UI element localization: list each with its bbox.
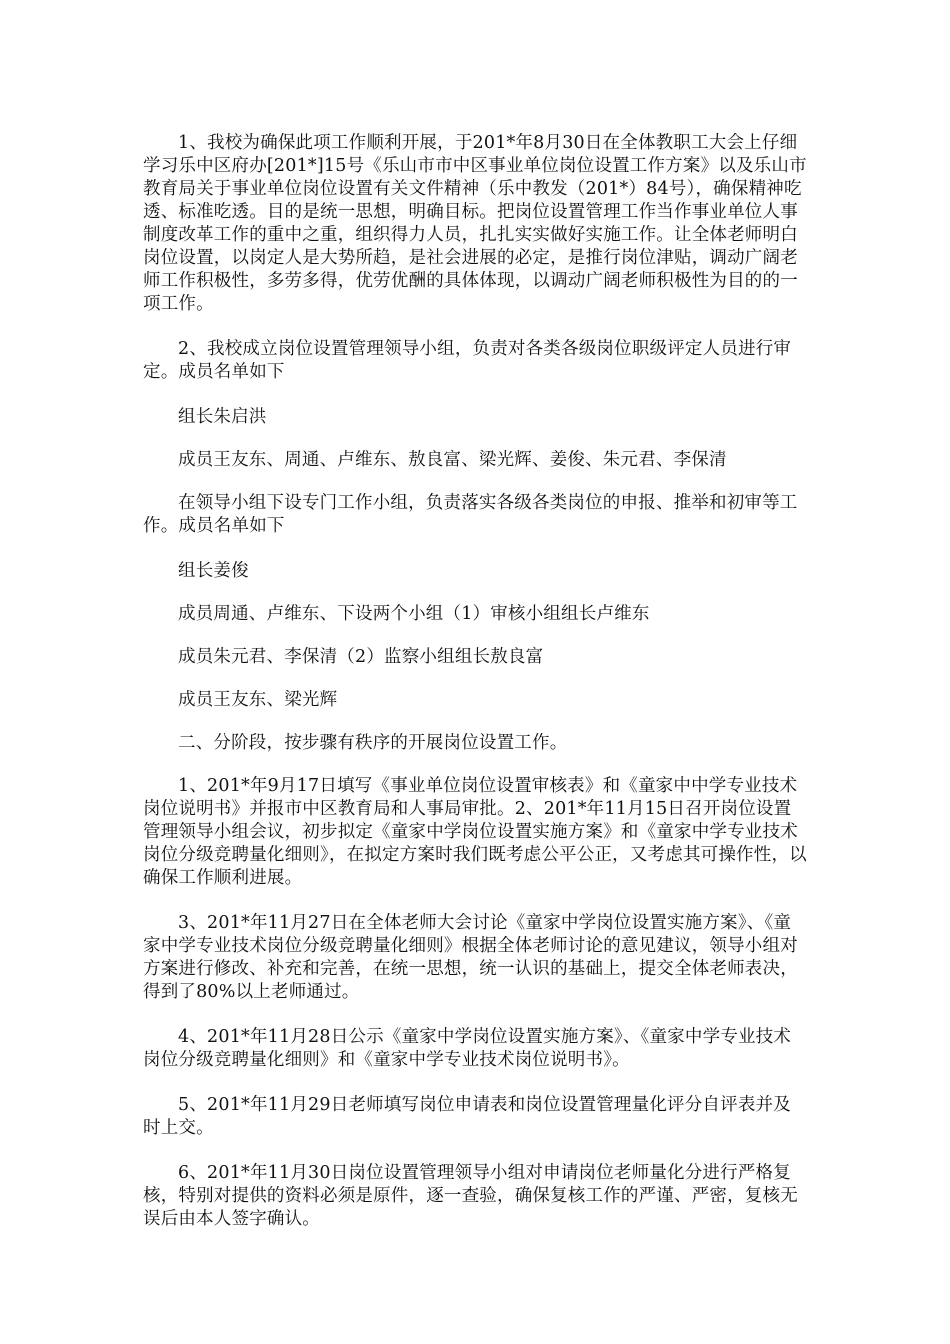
paragraph-5: 在领导小组下设专门工作小组，负责落实各级各类岗位的申报、推举和初审等工作。成员名单如下 [143, 493, 798, 536]
paragraph-13: 4、201*年11月28日公示《童家中学岗位设置实施方案》、《童家中学专业技术岗位分级竞聘量化细则》和《童家中学专业技术岗位说明书》。 [143, 1027, 792, 1070]
paragraph-6: 组长姜俊 [178, 561, 249, 581]
paragraph-3: 组长朱启洪 [178, 407, 267, 427]
paragraph-11: 1、201*年9月17日填写《事业单位岗位设置审核表》和《童家中中学专业技术岗位说明书》并报市中区教育局和人事局审批。2、201*年11月15日召开岗位设置管理领导小组会议，初步拟定《童家中学岗位设置实施方案》和《童家中学专业技术岗位分级竞聘量化细则》，在拟定方案时我们既考虑公平公正，又考虑其可操作性，以确保工作顺利进展。 [143, 776, 807, 888]
paragraph-2: 2、我校成立岗位设置管理领导小组，负责对各类各级岗位职级评定人员进行审定。成员名单如下 [143, 339, 792, 382]
paragraph-4: 成员王友东、周通、卢维东、敖良富、梁光辉、姜俊、朱元君、李保清 [178, 450, 727, 470]
document-body [143, 132, 807, 1253]
paragraph-12: 3、201*年11月27日在全体老师大会讨论《童家中学岗位设置实施方案》、《童家中学专业技术岗位分级竞聘量化细则》根据全体老师讨论的意见建议，领导小组对方案进行修改、补充和完善，在统一思想，统一认识的基础上，提交全体老师表决，得到了80%以上老师通过。 [143, 913, 798, 1002]
paragraph-15: 6、201*年11月30日岗位设置管理领导小组对申请岗位老师量化分进行严格复核，特别对提供的资料必须是原件，逐一查验，确保复核工作的严谨、严密，复核无误后由本人签字确认。 [143, 1163, 798, 1229]
paragraph-9: 成员王友东、梁光辉 [178, 690, 338, 710]
paragraph-14: 5、201*年11月29日老师填写岗位申请表和岗位设置管理量化评分自评表并及时上交。 [143, 1095, 791, 1138]
paragraph-10: 二、分阶段，按步骤有秩序的开展岗位设置工作。 [178, 733, 568, 753]
paragraph-8: 成员朱元君、李保清（2）监察小组组长敖良富 [178, 647, 544, 667]
paragraph-1: 1、我校为确保此项工作顺利开展，于201*年8月30日在全体教职工大会上仔细学习乐中区府办[201*]15号《乐山市市中区事业单位岗位设置工作方案》以及乐山市教育局关于事业单位岗位设置有关文件精神（乐中教发（201*）84号），确保精神吃透、标准吃透。目的是统一思想，明确目标。把岗位设置管理工作当作事业单位人事制度改革工作的重中之重，组织得力人员，扎扎实实做好实施工作。让全体老师明白岗位设置，以岗定人是大势所趋，是社会进展的必定，是推行岗位津贴，调动广阔老师工作积极性，多劳多得，优劳优酬的具体体现，以调动广阔老师积极性为目的的一项工作。 [143, 133, 807, 314]
paragraph-7: 成员周通、卢维东、下设两个小组（1）审核小组组长卢维东 [178, 604, 650, 624]
